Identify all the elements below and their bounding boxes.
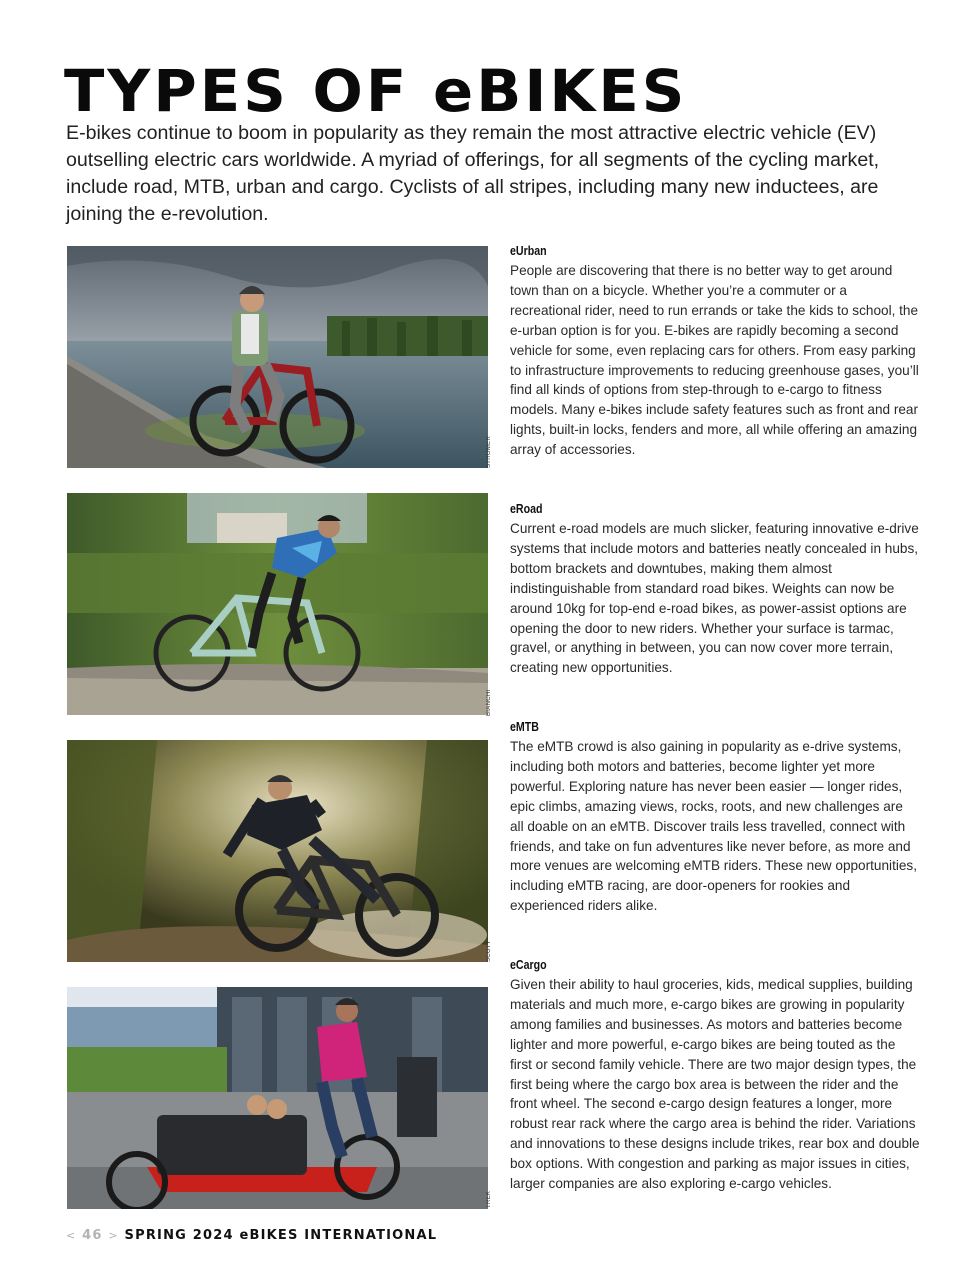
emtb-photo [67, 740, 488, 962]
page-title: TYPES OF eBIKES [64, 57, 688, 125]
emtb-heading: eMTB [510, 720, 539, 734]
eroad-photo-credit: BIANCHI [486, 689, 492, 716]
footer-open-bracket: < [66, 1229, 77, 1242]
eroad-section [510, 501, 920, 678]
ecargo-heading: eCargo [510, 958, 547, 972]
publication-name: SPRING 2024 eBIKES INTERNATIONAL [124, 1228, 438, 1243]
eurban-section [510, 243, 920, 460]
eurban-photo-credit: STROMER [486, 435, 492, 468]
ecargo-photo [67, 987, 488, 1209]
ecargo-photo-credit: TREK [486, 1190, 492, 1208]
page-number: 46 [82, 1228, 103, 1243]
intro-paragraph: E-bikes continue to boom in popularity as they remain the most attractive electric vehicle (EV) outselling electric cars worldwide. A myriad of offerings, for all segments of the cycling market, include road, MTB, urban and cargo. Cyclists of all stripes, including many new inductees, are joining the e-revolution. [66, 122, 880, 225]
ecargo-body: Given their ability to haul groceries, kids, medical supplies, building materials and much more, e-cargo bikes are growing in popularity among families and businesses. As motors and batteries become lighter and more powerful, e-cargo bikes are being touted as the first or second family vehicle. There are two major design types, the first being where the cargo box area is between the rider and the front wheel. The second e-cargo design features a longer, more robust rear rack where the cargo area is behind the rider. Variations and innovations to these designs include trikes, rear box and double box options. With congestion and parking as major issues in cities, larger companies are also exploring e-cargo vehicles. [510, 977, 920, 1192]
eroad-photo [67, 493, 488, 715]
emtb-body: The eMTB crowd is also gaining in popularity as e-drive systems, including both motors and batteries, become lighter yet more powerful. Exploring nature has never been easier — longer rides, epic climbs, amazing views, rocks, roots, and new challenges are all doable on an eMTB. Discover trails less travelled, connect with friends, and take on fun adventures like never before, as more and more venues are welcoming eMTB riders. These new opportunities, including eMTB racing, are door-openers for rookies and experienced riders alike. [510, 739, 917, 914]
emtb-photo-credit: SCOTT [486, 940, 492, 962]
eroad-body: Current e-road models are much slicker, featuring innovative e-drive systems that include motors and batteries neatly concealed in hubs, bottom brackets and downtubes, making them almost indistinguishable from standard road bikes. Weights can now be around 10kg for top-end e-road bikes, as power-assist options are opening the door to new riders. Whether your surface is tarmac, gravel, or anything in between, you can now cover more terrain, creating new opportunities. [510, 521, 919, 676]
eroad-heading: eRoad [510, 502, 543, 516]
footer-close-bracket: > [108, 1229, 119, 1242]
ecargo-section [510, 957, 920, 1194]
page-footer [66, 1228, 437, 1243]
eurban-photo [67, 246, 488, 468]
eurban-body: People are discovering that there is no better way to get around town than on a bicycle. Whether you’re a commuter or a recreational rider, need to run errands or take the kids to school, the e-urban option is for you. E-bikes are rapidly becoming a second vehicle for some, even replacing cars for others. From easy parking to infrastructure improvements to reducing greenhouse gases, you’ll find all kinds of options from step-through to e-cargo to fitness models. Many e-bikes include safety features such as front and rear lights, built-in locks, fenders and more, all while offering an amazing array of accessories. [510, 263, 919, 458]
eurban-heading: eUrban [510, 244, 547, 258]
emtb-section [510, 719, 920, 916]
